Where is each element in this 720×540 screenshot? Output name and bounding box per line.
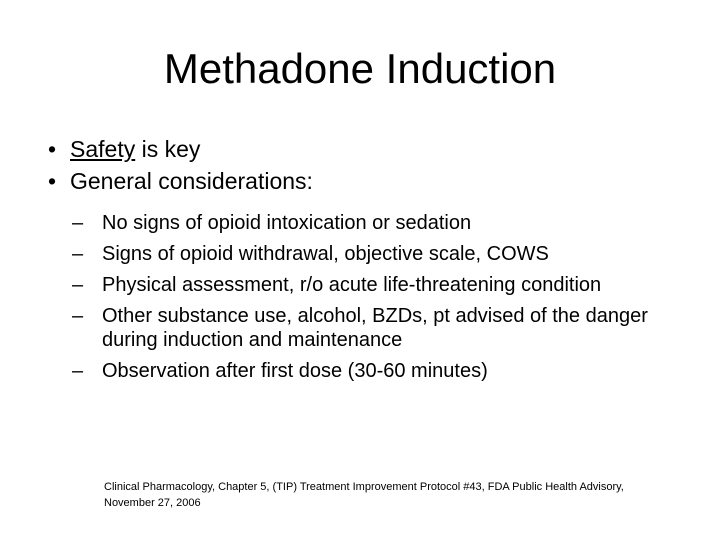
dash-marker: – <box>72 274 84 296</box>
dash-marker: – <box>72 360 84 382</box>
dash-marker: – <box>72 212 84 234</box>
sub-bullet-list <box>72 211 692 390</box>
dash-marker: – <box>72 305 84 327</box>
bullet-text: is key <box>135 136 201 162</box>
sub-bullet-text: No signs of opioid intoxication or sedation <box>102 212 472 234</box>
sub-bullet-item <box>72 211 692 235</box>
bullet-item <box>48 165 313 197</box>
sub-bullet-text: Other substance use, alcohol, BZDs, pt advised of the danger during induction and maintenance <box>102 305 648 351</box>
bullet-underlined-word: Safety <box>70 136 136 162</box>
bullet-marker: • <box>48 168 57 194</box>
bullet-text: General considerations: <box>70 168 313 194</box>
sub-bullet-text: Physical assessment, r/o acute life-threatening condition <box>102 274 602 296</box>
bullet-marker: • <box>48 136 57 162</box>
sub-bullet-item <box>72 359 692 383</box>
sub-bullet-item <box>72 273 692 297</box>
sub-bullet-text: Observation after first dose (30-60 minutes) <box>102 360 488 382</box>
sub-bullet-item <box>72 242 692 266</box>
slide-title: Methadone Induction <box>163 45 557 92</box>
bullet-item <box>48 133 313 165</box>
reference-footer: Clinical Pharmacology, Chapter 5, (TIP) Treatment Improvement Protocol #43, FDA Public Health Advisory, November 27, 2006 <box>104 481 624 509</box>
sub-bullet-text: Signs of opioid withdrawal, objective scale, COWS <box>102 243 549 265</box>
bullet-list <box>48 133 313 197</box>
sub-bullet-item <box>72 304 692 352</box>
dash-marker: – <box>72 243 84 265</box>
